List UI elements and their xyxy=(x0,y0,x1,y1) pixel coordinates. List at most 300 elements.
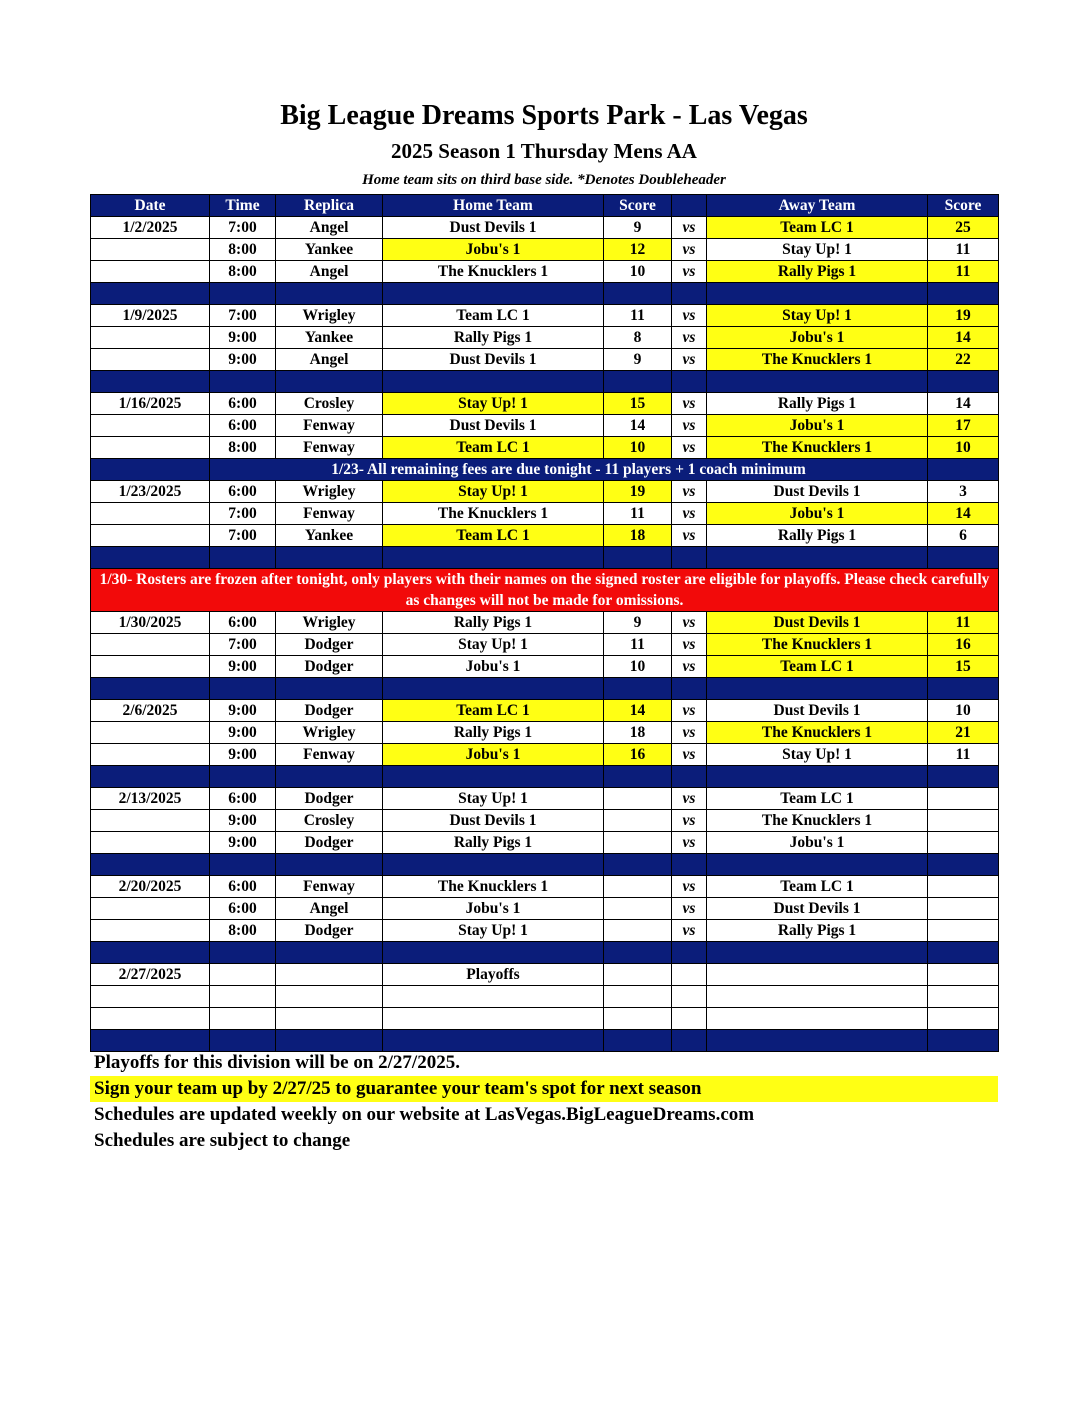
table-row xyxy=(91,612,999,634)
away-team: Jobu's 1 xyxy=(707,327,928,349)
vs-label: vs xyxy=(672,261,707,283)
separator-cell xyxy=(91,371,210,393)
game-time xyxy=(210,986,276,1008)
table-row xyxy=(91,239,999,261)
game-field: Wrigley xyxy=(276,305,383,327)
game-date: 1/30/2025 xyxy=(91,612,210,634)
vs-label: vs xyxy=(672,217,707,239)
away-team: Jobu's 1 xyxy=(707,503,928,525)
game-time: 8:00 xyxy=(210,239,276,261)
vs-cell xyxy=(672,964,707,986)
signup-note: Sign your team up by 2/27/25 to guarantee your team's spot for next season xyxy=(90,1076,998,1102)
table-row xyxy=(91,986,999,1008)
game-time: 6:00 xyxy=(210,415,276,437)
separator-cell xyxy=(604,854,672,876)
separator-cell xyxy=(672,854,707,876)
away-team: Rally Pigs 1 xyxy=(707,393,928,415)
game-field: Angel xyxy=(276,261,383,283)
separator-cell xyxy=(383,942,604,964)
home-team: Team LC 1 xyxy=(383,437,604,459)
vs-label: vs xyxy=(672,525,707,547)
vs-label: vs xyxy=(672,744,707,766)
separator-cell xyxy=(707,371,928,393)
away-score: 14 xyxy=(928,503,999,525)
vs-label: vs xyxy=(672,481,707,503)
column-header-away-team: Away Team xyxy=(707,195,928,217)
vs-label: vs xyxy=(672,788,707,810)
away-score xyxy=(928,898,999,920)
home-team: Dust Devils 1 xyxy=(383,415,604,437)
separator-row xyxy=(91,942,999,964)
home-team: Stay Up! 1 xyxy=(383,920,604,942)
home-team: Jobu's 1 xyxy=(383,898,604,920)
home-score: 10 xyxy=(604,437,672,459)
game-field: Dodger xyxy=(276,700,383,722)
game-time: 8:00 xyxy=(210,437,276,459)
game-date xyxy=(91,986,210,1008)
away-team: The Knucklers 1 xyxy=(707,349,928,371)
separator-cell xyxy=(210,1030,276,1052)
separator-cell xyxy=(604,547,672,569)
home-score: 9 xyxy=(604,612,672,634)
away-score: 10 xyxy=(928,700,999,722)
game-date: 2/6/2025 xyxy=(91,700,210,722)
separator-cell xyxy=(928,283,999,305)
table-row xyxy=(91,415,999,437)
home-score: 9 xyxy=(604,217,672,239)
home-score xyxy=(604,832,672,854)
separator-cell xyxy=(91,766,210,788)
game-date xyxy=(91,239,210,261)
game-field: Yankee xyxy=(276,327,383,349)
game-field: Wrigley xyxy=(276,722,383,744)
game-date xyxy=(91,261,210,283)
game-field: Wrigley xyxy=(276,612,383,634)
game-time: 6:00 xyxy=(210,393,276,415)
column-header-date: Date xyxy=(91,195,210,217)
separator-cell xyxy=(707,854,928,876)
table-row xyxy=(91,832,999,854)
home-team: Stay Up! 1 xyxy=(383,393,604,415)
vs-label: vs xyxy=(672,393,707,415)
alert-row xyxy=(91,569,999,612)
home-team: The Knucklers 1 xyxy=(383,503,604,525)
table-row xyxy=(91,437,999,459)
game-date xyxy=(91,898,210,920)
home-score: 9 xyxy=(604,349,672,371)
away-team: Stay Up! 1 xyxy=(707,239,928,261)
table-row xyxy=(91,305,999,327)
away-team xyxy=(707,1008,928,1030)
notice-row xyxy=(91,459,999,481)
separator-row xyxy=(91,283,999,305)
table-row xyxy=(91,964,999,986)
separator-cell xyxy=(210,854,276,876)
away-score: 19 xyxy=(928,305,999,327)
table-row xyxy=(91,503,999,525)
game-date: 1/16/2025 xyxy=(91,393,210,415)
home-score: 10 xyxy=(604,656,672,678)
away-score: 10 xyxy=(928,437,999,459)
home-team xyxy=(383,986,604,1008)
separator-cell xyxy=(604,678,672,700)
game-date xyxy=(91,656,210,678)
home-score: 18 xyxy=(604,722,672,744)
separator-cell xyxy=(383,371,604,393)
table-row xyxy=(91,327,999,349)
separator-cell xyxy=(91,678,210,700)
away-team: Team LC 1 xyxy=(707,788,928,810)
vs-label: vs xyxy=(672,656,707,678)
game-time: 7:00 xyxy=(210,634,276,656)
separator-cell xyxy=(707,283,928,305)
separator-cell xyxy=(707,766,928,788)
separator-cell xyxy=(672,1030,707,1052)
column-header-time: Time xyxy=(210,195,276,217)
game-time: 9:00 xyxy=(210,700,276,722)
separator-cell xyxy=(210,371,276,393)
home-score xyxy=(604,810,672,832)
separator-cell xyxy=(604,942,672,964)
game-date xyxy=(91,327,210,349)
separator-cell xyxy=(210,283,276,305)
table-row xyxy=(91,393,999,415)
separator-cell xyxy=(276,371,383,393)
game-field: Angel xyxy=(276,349,383,371)
game-time: 6:00 xyxy=(210,788,276,810)
schedule-body xyxy=(91,195,999,1052)
game-date xyxy=(91,525,210,547)
game-time: 9:00 xyxy=(210,744,276,766)
game-date xyxy=(91,722,210,744)
away-score: 14 xyxy=(928,327,999,349)
away-score: 11 xyxy=(928,612,999,634)
home-team: Stay Up! 1 xyxy=(383,481,604,503)
home-score: 10 xyxy=(604,261,672,283)
home-team: Dust Devils 1 xyxy=(383,810,604,832)
game-time: 6:00 xyxy=(210,876,276,898)
separator-cell xyxy=(210,942,276,964)
game-field: Yankee xyxy=(276,525,383,547)
game-time: 7:00 xyxy=(210,525,276,547)
table-row xyxy=(91,481,999,503)
separator-cell xyxy=(928,678,999,700)
vs-label: vs xyxy=(672,349,707,371)
game-time: 9:00 xyxy=(210,349,276,371)
separator-row xyxy=(91,371,999,393)
table-header-row xyxy=(91,195,999,217)
separator-cell xyxy=(604,1030,672,1052)
separator-cell xyxy=(383,854,604,876)
table-row xyxy=(91,788,999,810)
vs-label: vs xyxy=(672,634,707,656)
away-score: 14 xyxy=(928,393,999,415)
game-date xyxy=(91,1008,210,1030)
table-row xyxy=(91,700,999,722)
table-row xyxy=(91,722,999,744)
away-score xyxy=(928,1008,999,1030)
game-date: 2/20/2025 xyxy=(91,876,210,898)
notice-spacer xyxy=(928,459,999,481)
page-subtitle: 2025 Season 1 Thursday Mens AA xyxy=(391,139,697,163)
away-score: 16 xyxy=(928,634,999,656)
vs-label: vs xyxy=(672,700,707,722)
vs-label: vs xyxy=(672,327,707,349)
game-field xyxy=(276,1008,383,1030)
table-row xyxy=(91,876,999,898)
vs-label: vs xyxy=(672,305,707,327)
separator-cell xyxy=(928,371,999,393)
separator-row xyxy=(91,854,999,876)
home-team: The Knucklers 1 xyxy=(383,261,604,283)
separator-cell xyxy=(672,942,707,964)
separator-cell xyxy=(276,854,383,876)
home-team: Jobu's 1 xyxy=(383,239,604,261)
home-team: Dust Devils 1 xyxy=(383,217,604,239)
game-time: 6:00 xyxy=(210,481,276,503)
away-team: Stay Up! 1 xyxy=(707,305,928,327)
home-team: Rally Pigs 1 xyxy=(383,612,604,634)
separator-row xyxy=(91,547,999,569)
home-score xyxy=(604,920,672,942)
home-score xyxy=(604,898,672,920)
alert-text: 1/30- Rosters are frozen after tonight, only players with their names on the signed roster are eligible for playoffs. Please check carefully as changes will not be made for omissions. xyxy=(91,569,999,612)
vs-label: vs xyxy=(672,876,707,898)
home-score: 11 xyxy=(604,305,672,327)
away-team: The Knucklers 1 xyxy=(707,722,928,744)
game-date: 1/23/2025 xyxy=(91,481,210,503)
notice-text: 1/23- All remaining fees are due tonight - 11 players + 1 coach minimum xyxy=(210,459,928,481)
home-score: 11 xyxy=(604,634,672,656)
away-score: 17 xyxy=(928,415,999,437)
home-score xyxy=(604,788,672,810)
game-field: Dodger xyxy=(276,788,383,810)
home-team: Dust Devils 1 xyxy=(383,349,604,371)
game-field: Angel xyxy=(276,898,383,920)
game-field: Fenway xyxy=(276,437,383,459)
home-score: 19 xyxy=(604,481,672,503)
away-score: 15 xyxy=(928,656,999,678)
separator-cell xyxy=(604,371,672,393)
separator-cell xyxy=(276,1030,383,1052)
separator-cell xyxy=(383,1030,604,1052)
table-row xyxy=(91,261,999,283)
game-date: 2/27/2025 xyxy=(91,964,210,986)
game-time: 9:00 xyxy=(210,656,276,678)
game-field: Fenway xyxy=(276,415,383,437)
separator-cell xyxy=(383,766,604,788)
home-team: The Knucklers 1 xyxy=(383,876,604,898)
game-date xyxy=(91,832,210,854)
separator-cell xyxy=(604,283,672,305)
game-time: 9:00 xyxy=(210,327,276,349)
away-team: The Knucklers 1 xyxy=(707,634,928,656)
away-team: The Knucklers 1 xyxy=(707,810,928,832)
game-time: 9:00 xyxy=(210,832,276,854)
table-row xyxy=(91,634,999,656)
game-field xyxy=(276,986,383,1008)
home-team xyxy=(383,1008,604,1030)
table-row xyxy=(91,920,999,942)
game-time: 9:00 xyxy=(210,810,276,832)
table-row xyxy=(91,744,999,766)
away-team: Dust Devils 1 xyxy=(707,700,928,722)
separator-cell xyxy=(928,547,999,569)
home-score xyxy=(604,876,672,898)
vs-cell xyxy=(672,1008,707,1030)
separator-cell xyxy=(276,547,383,569)
separator-cell xyxy=(91,1030,210,1052)
separator-cell xyxy=(210,547,276,569)
home-score: 16 xyxy=(604,744,672,766)
away-team: Team LC 1 xyxy=(707,876,928,898)
home-team: Jobu's 1 xyxy=(383,744,604,766)
away-team xyxy=(707,964,928,986)
game-time: 7:00 xyxy=(210,503,276,525)
vs-label: vs xyxy=(672,415,707,437)
separator-cell xyxy=(707,678,928,700)
separator-cell xyxy=(383,678,604,700)
game-time xyxy=(210,964,276,986)
website-note: Schedules are updated weekly on our website at LasVegas.BigLeagueDreams.com xyxy=(94,1104,755,1125)
game-field: Fenway xyxy=(276,744,383,766)
column-header-home-score: Score xyxy=(604,195,672,217)
separator-cell xyxy=(672,766,707,788)
game-date xyxy=(91,810,210,832)
separator-cell xyxy=(210,678,276,700)
game-field: Yankee xyxy=(276,239,383,261)
game-date: 1/9/2025 xyxy=(91,305,210,327)
separator-cell xyxy=(928,1030,999,1052)
column-header-home-team: Home Team xyxy=(383,195,604,217)
home-score xyxy=(604,986,672,1008)
table-row xyxy=(91,1008,999,1030)
home-score: 12 xyxy=(604,239,672,261)
away-team: Jobu's 1 xyxy=(707,415,928,437)
away-score: 25 xyxy=(928,217,999,239)
vs-label: vs xyxy=(672,832,707,854)
column-header-away-score: Score xyxy=(928,195,999,217)
away-score: 21 xyxy=(928,722,999,744)
away-score xyxy=(928,810,999,832)
home-score: 15 xyxy=(604,393,672,415)
separator-cell xyxy=(276,942,383,964)
separator-cell xyxy=(276,766,383,788)
home-team: Stay Up! 1 xyxy=(383,788,604,810)
vs-label: vs xyxy=(672,722,707,744)
home-score: 14 xyxy=(604,700,672,722)
home-team: Stay Up! 1 xyxy=(383,634,604,656)
away-team: Team LC 1 xyxy=(707,217,928,239)
change-note: Schedules are subject to change xyxy=(94,1130,351,1151)
home-score: 14 xyxy=(604,415,672,437)
away-score: 6 xyxy=(928,525,999,547)
away-score: 22 xyxy=(928,349,999,371)
game-date: 1/2/2025 xyxy=(91,217,210,239)
game-date xyxy=(91,415,210,437)
game-date xyxy=(91,503,210,525)
game-time: 7:00 xyxy=(210,305,276,327)
home-team: Playoffs xyxy=(383,964,604,986)
separator-cell xyxy=(928,766,999,788)
page-title: Big League Dreams Sports Park - Las Vegas xyxy=(280,100,808,131)
game-date: 2/13/2025 xyxy=(91,788,210,810)
separator-cell xyxy=(672,371,707,393)
separator-cell xyxy=(383,283,604,305)
game-time xyxy=(210,1008,276,1030)
game-time: 8:00 xyxy=(210,920,276,942)
game-field: Dodger xyxy=(276,656,383,678)
table-row xyxy=(91,217,999,239)
separator-row xyxy=(91,1030,999,1052)
away-score: 11 xyxy=(928,239,999,261)
separator-cell xyxy=(604,766,672,788)
game-time: 8:00 xyxy=(210,261,276,283)
playoffs-note: Playoffs for this division will be on 2/27/2025. xyxy=(94,1052,460,1073)
notice-spacer xyxy=(91,459,210,481)
separator-cell xyxy=(707,547,928,569)
away-team: Dust Devils 1 xyxy=(707,898,928,920)
game-field: Crosley xyxy=(276,810,383,832)
game-field: Angel xyxy=(276,217,383,239)
table-row xyxy=(91,656,999,678)
away-team: Dust Devils 1 xyxy=(707,481,928,503)
away-team xyxy=(707,986,928,1008)
separator-row xyxy=(91,766,999,788)
away-score xyxy=(928,876,999,898)
home-team: Team LC 1 xyxy=(383,700,604,722)
game-time: 6:00 xyxy=(210,898,276,920)
home-team: Team LC 1 xyxy=(383,525,604,547)
vs-label: vs xyxy=(672,898,707,920)
away-score: 11 xyxy=(928,744,999,766)
away-score xyxy=(928,964,999,986)
away-score: 3 xyxy=(928,481,999,503)
game-date xyxy=(91,349,210,371)
separator-cell xyxy=(672,283,707,305)
column-header-vs xyxy=(672,195,707,217)
home-score xyxy=(604,964,672,986)
table-row xyxy=(91,349,999,371)
home-score: 18 xyxy=(604,525,672,547)
away-team: Stay Up! 1 xyxy=(707,744,928,766)
game-field xyxy=(276,964,383,986)
vs-label: vs xyxy=(672,437,707,459)
game-date xyxy=(91,920,210,942)
game-field: Crosley xyxy=(276,393,383,415)
away-team: Jobu's 1 xyxy=(707,832,928,854)
home-team: Rally Pigs 1 xyxy=(383,832,604,854)
away-score xyxy=(928,920,999,942)
away-team: Rally Pigs 1 xyxy=(707,525,928,547)
home-team: Jobu's 1 xyxy=(383,656,604,678)
away-score xyxy=(928,788,999,810)
game-time: 9:00 xyxy=(210,722,276,744)
home-team: Rally Pigs 1 xyxy=(383,327,604,349)
table-row xyxy=(91,525,999,547)
separator-row xyxy=(91,678,999,700)
table-row xyxy=(91,898,999,920)
vs-label: vs xyxy=(672,810,707,832)
vs-label: vs xyxy=(672,612,707,634)
game-field: Fenway xyxy=(276,876,383,898)
separator-cell xyxy=(707,1030,928,1052)
game-time: 6:00 xyxy=(210,612,276,634)
away-team: Rally Pigs 1 xyxy=(707,920,928,942)
game-time: 7:00 xyxy=(210,217,276,239)
game-date xyxy=(91,437,210,459)
schedule-note: Home team sits on third base side. *Denotes Doubleheader xyxy=(362,172,726,188)
